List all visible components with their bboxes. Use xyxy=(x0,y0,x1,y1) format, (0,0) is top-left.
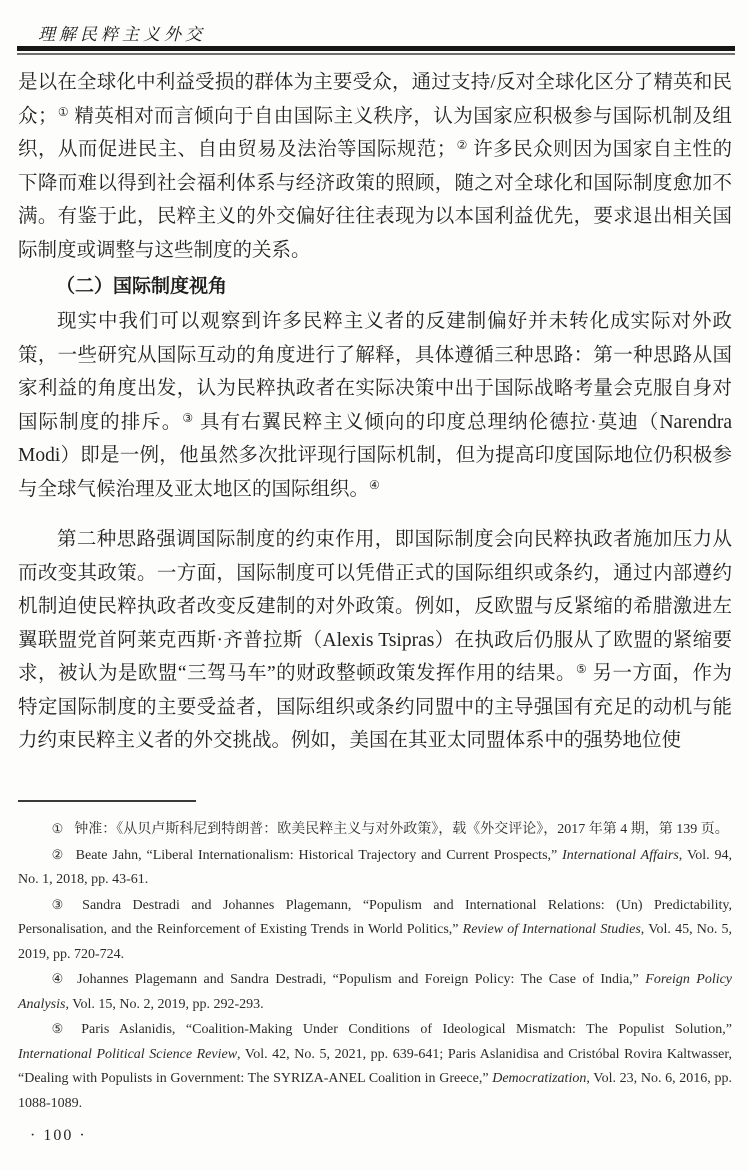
journal-title: Review of International Studies xyxy=(462,922,641,937)
paragraph-text: 是以在全球化中利益受损的群体为主要受众，通过支持/反对全球化区分了精英和民众； xyxy=(18,72,732,127)
article-body xyxy=(18,66,732,758)
footnote-ref-5: ⑤ xyxy=(575,662,588,676)
footnote-separator-rule xyxy=(18,800,196,802)
paragraph-text: 另一方面，作为特定国际制度的主要受益者，国际组织或条约同盟中的主导强国有充足的动机与能力约束民粹主义者的外交挑战。例如，美国在其亚太同盟体系中的强势地位使 xyxy=(18,663,732,751)
footnote-marker-4: ④ xyxy=(51,971,67,986)
body-paragraph-2 xyxy=(18,305,732,506)
body-paragraph-3 xyxy=(18,523,732,758)
journal-title: Democratization xyxy=(492,1071,587,1086)
footnote-2 xyxy=(18,843,732,893)
footnote-text: , Vol. 42, No. 5, 2021, pp. 639-641; Paris Aslanidisa and Cristóbal Rovira Kaltwasser, “Dealing with Populists in Government: The SYRIZA-ANEL Coalition in Greece,” xyxy=(18,1046,732,1086)
paragraph-text: 具有右翼民粹主义倾向的印度总理纳伦德拉·莫迪（Narendra Modi）即是一例，他虽然多次批评现行国际机制，但为提高印度国际地位仍积极参与全球气候治理及亚太地区的国际组织。 xyxy=(18,411,732,500)
paragraph-text: 第二种思路强调国际制度的约束作用，即国际制度会向民粹执政者施加压力从而改变其政策。一方面，国际制度可以凭借正式的国际组织或条约，通过内部遵约机制迫使民粹执政者改变反建制的对外政策。例如，反欧盟与反紧缩的希腊激进左翼联盟党首阿莱克西斯·齐普拉斯（Alexis Tsipras）在执政后仍服从了欧盟的紧缩要求，被认为是欧盟“三驾马车”的财政整顿政策发挥作用的结果。 xyxy=(18,529,732,684)
footnote-text: Johannes Plagemann and Sandra Destradi, “Populism and Foreign Policy: The Case of India,” xyxy=(77,972,646,987)
header-double-rule xyxy=(17,46,735,55)
footnote-1 xyxy=(18,817,732,843)
paragraph-text: 现实中我们可以观察到许多民粹主义者的反建制偏好并未转化成实际对外政策，一些研究从国际互动的角度进行了解释，具体遵循三种思路：第一种思路从国家利益的角度出发，认为民粹执政者在实际决策中出于国际战略考量会克服自身对国际制度的排斥。 xyxy=(18,311,732,433)
footnote-ref-2: ② xyxy=(456,138,468,152)
body-paragraph-1 xyxy=(18,66,732,267)
journal-title: Foreign Policy Analysis xyxy=(18,972,733,1012)
footnote-text: , Vol. 15, No. 2, 2019, pp. 292-293. xyxy=(65,996,264,1012)
footnote-ref-3: ③ xyxy=(182,410,195,425)
footnote-marker-1: ① xyxy=(51,821,64,836)
footnotes-section xyxy=(18,800,732,1116)
journal-title: International Affairs xyxy=(562,847,679,863)
journal-title: International Political Science Review xyxy=(18,1046,238,1062)
footnote-marker-5: ⑤ xyxy=(51,1021,71,1036)
footnote-marker-3: ③ xyxy=(51,896,72,912)
footnote-4 xyxy=(18,967,732,1017)
footnote-text: , Vol. 94, No. 1, 2018, pp. 43-61. xyxy=(18,847,733,887)
footnote-text: Beate Jahn, “Liberal Internationalism: Historical Trajectory and Current Prospects,” xyxy=(75,847,563,863)
footnote-text: Sandra Destradi and Johannes Plagemann, “Populism and International Relations: (Un) Predictability, Personalisation, and the Reinforcement of Existing Trends in World Politics,” xyxy=(18,897,732,937)
section-heading: （二）国际制度视角 xyxy=(56,276,228,297)
footnote-3 xyxy=(18,893,732,968)
paragraph-text: 许多民众则因为国家自主性的下降而难以得到社会福利体系与经济政策的照顾，随之对全球化和国际制度愈加不满。有鉴于此，民粹主义的外交偏好往往表现为以本国利益优先，要求退出相关国际制度或调整与这些制度的关系。 xyxy=(18,139,732,261)
running-header-title: 理解民粹主义外交 xyxy=(38,25,206,44)
paragraph-text: 精英相对而言倾向于自由国际主义秩序，认为国家应积极参与国际机制及组织，从而促进民主、自由贸易及法治等国际规范； xyxy=(18,105,732,160)
footnote-text: , Vol. 23, No. 6, 2016, pp. 1088-1089. xyxy=(18,1071,732,1111)
footnote-marker-2: ② xyxy=(51,846,65,862)
footnote-ref-4: ④ xyxy=(369,477,380,492)
footnote-text: Paris Aslanidis, “Coalition-Making Under Conditions of Ideological Mismatch: The Populist Solution,” xyxy=(81,1022,733,1037)
footnote-text: , Vol. 45, No. 5, 2019, pp. 720-724. xyxy=(18,922,733,962)
footnote-text: 钟准：《从贝卢斯科尼到特朗普：欧美民粹主义与对外政策》，载《外交评论》，2017 年第 4 期，第 139 页。 xyxy=(74,822,729,837)
page-number: · 100 · xyxy=(30,1127,87,1144)
footnote-5 xyxy=(18,1017,732,1116)
footnote-ref-1: ① xyxy=(57,104,70,119)
